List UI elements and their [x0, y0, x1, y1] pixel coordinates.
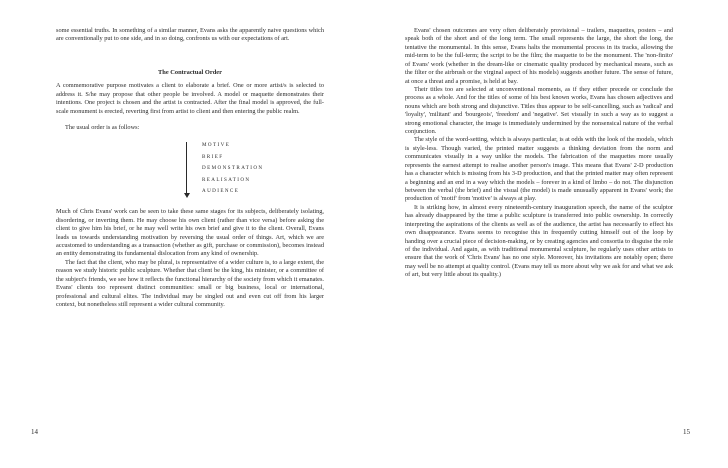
arrowhead-icon [184, 193, 190, 198]
left-paragraph-4: The fact that the client, who may be plural, is representative of a wider culture is, to a large extent, the reason we study historic public sculpture. Whether that client be the king, his minister, or a committee of the subject's friends, we see how it reflects the functional hierarchy of the society from which it emanates. Evans' clients too represent distinct communities: small or big business, local or international, professional and cultural elites. The individual may be singled out and even cut off from his larger context, but nonetheless still represent a wider cultural community. [56, 258, 324, 308]
right-paragraph-3: The style of the word-setting, which is always particular, is at odds with the look of the models, which is style-less. Though varied, the printed matter suggests a thinking deviation from the norm and communicates visually in a way unlike the models. The fabrication of the maquettes more usually represents the earnest attempt to realise another person's image. This means that Evans' 2-D production has a character which is missing from his 3-D production, and that the printed matter may often represent a beginning and an end in a way which the models – forever in a kind of limbo – do not. The disjunction between the verbal (the brief) and the visual (the model) is made unusually apparent in Evans' work; the production of 'motif' from 'motive' is always at play. [405, 136, 673, 203]
order-step: BRIEF [202, 153, 224, 160]
right-paragraph-2: Their titles too are selected at unconventional moments, as if they either precede or conclude the process as a whole. And for the titles of some of his best known works, Evans has chosen adjectives and nouns which are both strong and disjunctive. Titles thus appear to be self-cancelling, such as 'radical' and 'loyalty', 'militant' and 'bourgeois', 'freedom' and 'negative'. Set visually in such a way as to suggest a strong emotional character, the image is immediately undermined by the nonsensical nature of the verbal conjunction. [405, 85, 673, 136]
right-paragraph-1: Evans' chosen outcomes are very often deliberately provisional – trailers, maquettes, posters – and speak both of the short and of the long term. The small represents the large, the short the long, the tentative the monumental. In this sense, Evans halts the monumental process in its tracks, allowing the mid-term to be the full-term; the script to be the film; the maquette to be the monument. The 'non-finito' of Evans' work (whether in the dream-like or cinematic quality produced by mechanical means, such as the filter or the airbrush or the virginal aspect of his models) suggests another future. The sense of future, at once a threat and a promise, is held at bay. [405, 27, 673, 85]
order-steps-list [202, 140, 264, 197]
left-paragraph-1: A commemorative purpose motivates a client to elaborate a brief. One or more artist/s is selected to address it. S/he may propose that other people be involved. A model or maquette demonstrates their intentions. One project is chosen and the artist is contracted. After the final model is approved, the full-scale monument is erected, reverting first from artist to client and then entering the public realm. [56, 82, 324, 115]
left-paragraph-3: Much of Chris Evans' work can be seen to take these same stages for its subjects, deliberately isolating, disordering, or inverting them. He may choose his own client (rather than vice versa) before asking the client to give him his brief, or he may well write his own brief and give it to the client. Overall, Evans leads us towards understanding motivation by reversing the usual order of things. Art, which we are accustomed to understanding as a transaction (whether as gift, purchase or commission), becomes instead an entity demonstrating its fundamental dislocation from any kind of ownership. [56, 208, 324, 258]
order-step: MOTIVE [202, 142, 231, 149]
right-text-column [405, 27, 673, 280]
intro-paragraph: some essential truths. In something of a similar manner, Evans asks the apparently naive questions which are conventionally put to one side, and in so doing, confronts us with our expectations of art. [56, 27, 324, 43]
left-text-column [56, 27, 324, 309]
page-number-right: 15 [683, 428, 690, 436]
page-number-left: 14 [31, 428, 38, 436]
right-page [364, 0, 728, 468]
order-step: DEMONSTRATION [202, 165, 264, 172]
order-step: REALISATION [202, 176, 251, 183]
down-arrow-icon [186, 142, 187, 195]
order-step: AUDIENCE [202, 187, 240, 194]
left-paragraph-2: The usual order is as follows: [65, 123, 140, 131]
contractual-order-diagram [56, 140, 324, 200]
right-paragraph-4: It is striking how, in almost every nineteenth-century inauguration speech, the name of the sculptor has already disappeared by the time a public sculpture is transferred into public ownership. In correctly interpreting the aspirations of the clients as well as of the audience, the artist has necessarily to effect his own disappearance. Evans seems to recognise this in frequently cutting himself out of the loop by handing over a crucial piece of decision-making, or by creating agencies and consortia to disguise the role of the individual. And again, as with traditional monumental sculpture, he regularly uses other artists to ensure that the work of 'Chris Evans' has no one style. Moreover, his invitations are notably open; there may well be no attempt at quality control. (Evans may tell us more about why we ask for and what we ask of art, but very little about its quality.) [405, 203, 673, 279]
section-heading: The Contractual Order [158, 68, 222, 76]
